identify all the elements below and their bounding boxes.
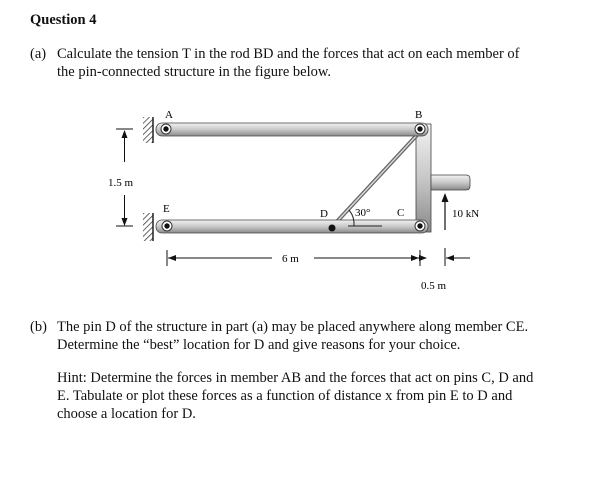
angle-label: 30°	[355, 207, 371, 219]
part-b-line-1: The pin D of the structure in part (a) may be placed anywhere along member CE.	[57, 319, 529, 335]
label-e: E	[163, 203, 170, 215]
length-dim-label: 6 m	[282, 253, 299, 265]
pin-b	[415, 124, 425, 134]
load-label: 10 kN	[452, 208, 480, 220]
member-bc	[416, 124, 431, 232]
member-ab	[156, 123, 428, 136]
load-bracket	[431, 175, 470, 190]
hint-line-3: choose a location for D.	[57, 406, 196, 422]
part-a-line-2: the pin-connected structure in the figure below.	[57, 64, 332, 80]
height-dim-label: 1.5 m	[108, 177, 134, 189]
part-b-label: (b)	[30, 319, 47, 335]
label-a: A	[165, 109, 173, 121]
offset-dim-label: 0.5 m	[421, 280, 447, 292]
load-arrow	[442, 193, 449, 230]
wall-support-a	[143, 117, 153, 143]
pin-e	[162, 221, 172, 231]
offset-dimension	[419, 248, 470, 266]
label-b: B	[415, 109, 423, 121]
part-a-line-1: Calculate the tension T in the rod BD and the forces that act on each member of	[57, 46, 520, 62]
hint-line-1: Hint: Determine the forces in member AB and the forces that act on pins C, D and	[57, 370, 534, 386]
label-c: C	[397, 207, 405, 219]
hint-line-2: E. Tabulate or plot these forces as a function of distance x from pin E to D and	[57, 388, 513, 404]
member-ce	[156, 220, 428, 233]
part-a-label: (a)	[30, 46, 47, 62]
structure-figure	[0, 100, 592, 300]
pin-d	[329, 225, 336, 232]
pin-c	[415, 221, 425, 231]
wall-support-e	[143, 213, 153, 241]
part-b-text	[57, 318, 528, 354]
question-title: Question 4	[30, 12, 97, 28]
pin-a	[161, 124, 171, 134]
part-a-text	[57, 45, 520, 81]
hint-paragraph	[57, 369, 557, 423]
part-b-line-2: Determine the “best” location for D and give reasons for your choice.	[57, 337, 461, 353]
label-d: D	[320, 208, 328, 220]
